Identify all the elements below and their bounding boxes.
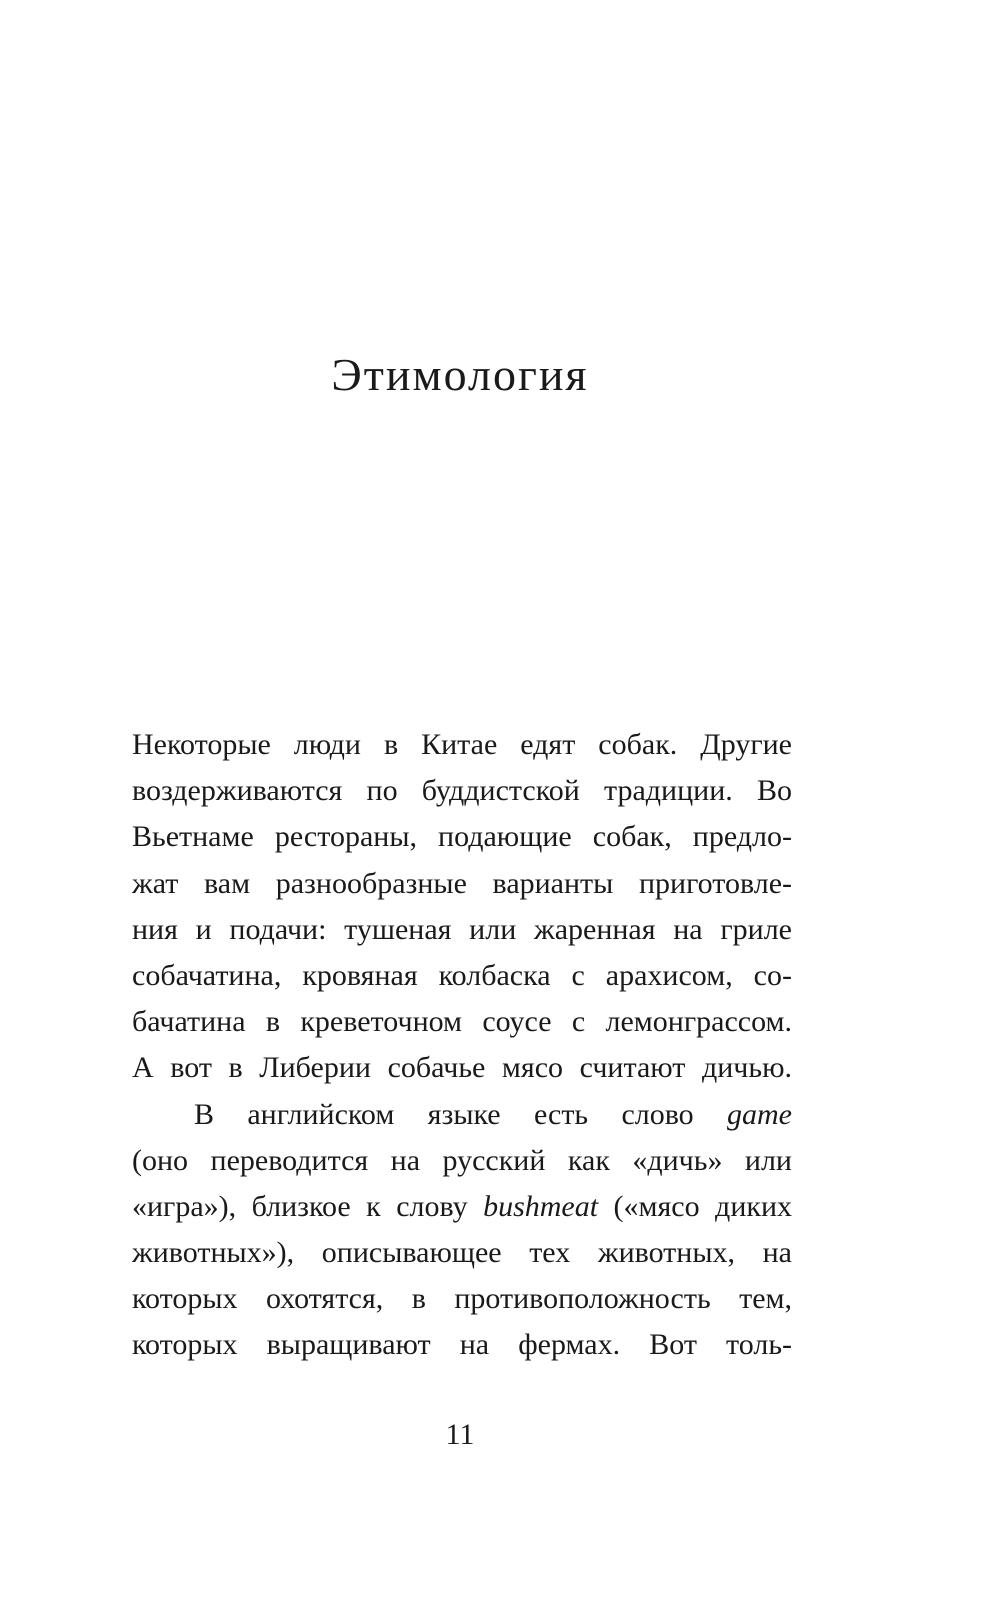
text-line: А вот в Либерии собачье мясо считают дичью.: [132, 1051, 792, 1085]
text-line: Некоторые люди в Китае едят собак. Другие: [132, 728, 792, 761]
text-run: («мясо диких: [598, 1189, 793, 1223]
text-line: животных»), описывающее тех животных, на: [132, 1236, 792, 1270]
text-line: жат вам разнообразные варианты приготовле-: [132, 866, 792, 900]
text-line: которых выращивают на фермах. Вот толь-: [132, 1328, 792, 1362]
text-line: ния и подачи: тушеная или жаренная на гриле: [132, 912, 792, 946]
paragraph-2: [132, 1092, 792, 1369]
text-line: (оно переводится на русский как «дичь» или: [132, 1143, 792, 1177]
body-text: [132, 722, 792, 1369]
text-run: «игра»), близкое к слову: [132, 1189, 484, 1223]
text-run: В английском языке есть слово: [194, 1097, 728, 1131]
text-line: воздерживаются по буддистской традиции. Во: [132, 774, 792, 808]
italic-word: bushmeat: [483, 1189, 599, 1223]
text-line: [132, 1184, 792, 1230]
chapter-title: Этимология: [331, 349, 589, 400]
text-line: Вьетнаме рестораны, подающие собак, предло-: [132, 820, 792, 854]
paragraph-1: [132, 722, 792, 1092]
text-line: собачатина, кровяная колбаска с арахисом, со-: [132, 958, 792, 992]
text-line: [132, 1092, 792, 1138]
text-line: бачатина в креветочном соусе с лемонграссом.: [132, 1005, 792, 1039]
text-line: которых охотятся, в противоположность тем,: [132, 1282, 792, 1316]
italic-word: game: [727, 1097, 792, 1131]
page-number: 11: [445, 1418, 475, 1451]
